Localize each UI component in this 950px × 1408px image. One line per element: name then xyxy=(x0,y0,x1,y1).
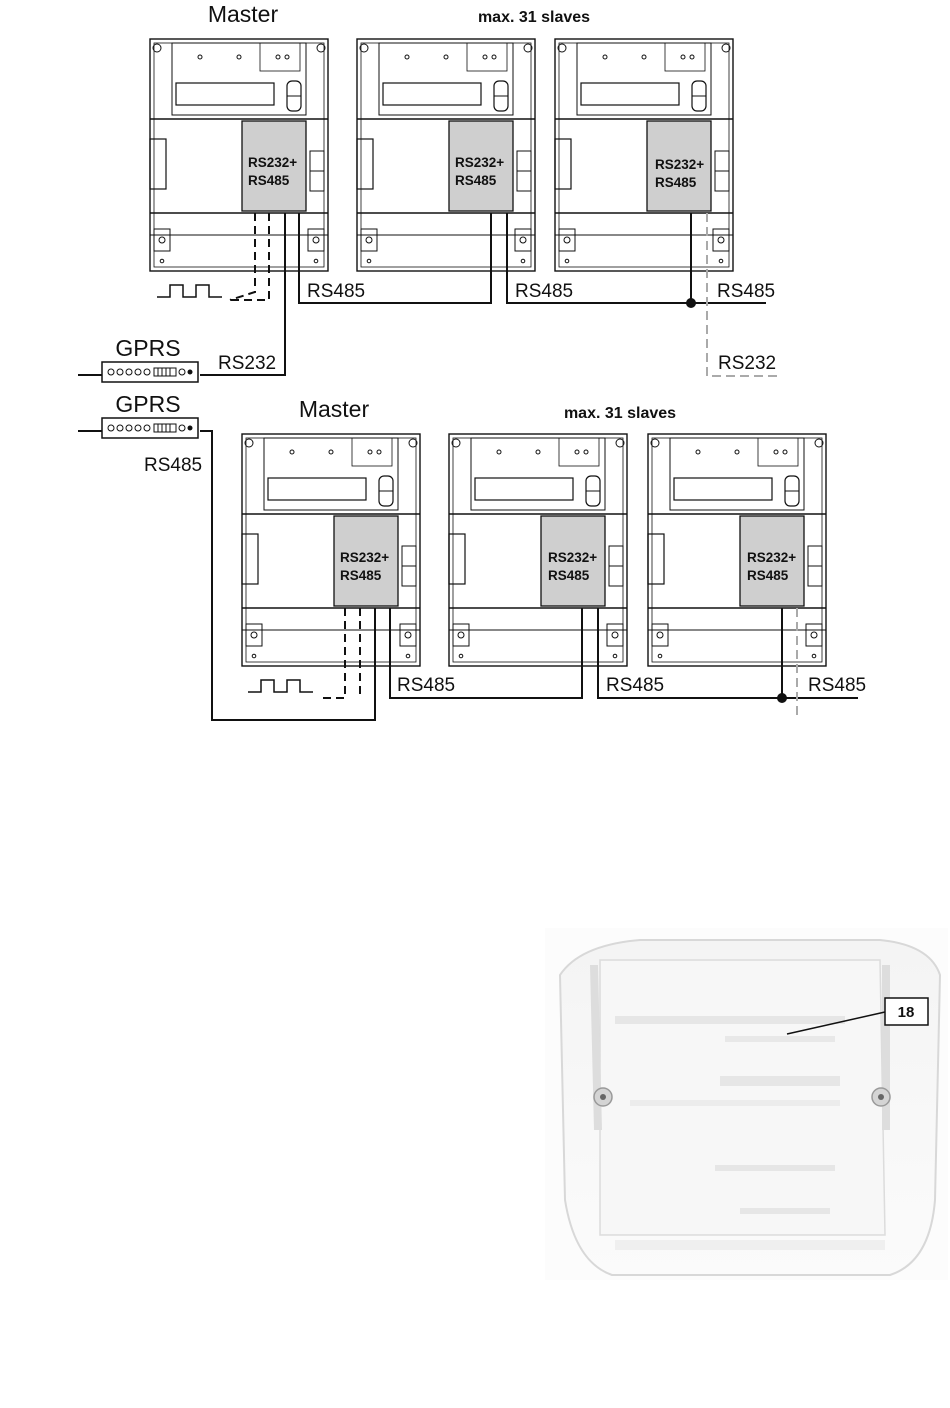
bottom-master-label: Master xyxy=(298,396,370,422)
bottom-slave-meter-2 xyxy=(648,434,826,666)
bottom-slave1-module-line1: RS232+ xyxy=(548,550,598,565)
bottom-gprs-link-label: RS485 xyxy=(144,455,203,476)
callout-18-label: 18 xyxy=(897,1004,915,1021)
top-slaves-label: max. 31 slaves xyxy=(477,9,591,26)
bottom-slave2-module-line2: RS485 xyxy=(747,568,789,583)
top-slave1-module-line1: RS232+ xyxy=(455,155,505,170)
bottom-master-meter xyxy=(242,434,420,666)
top-slave2-module-line1: RS232+ xyxy=(655,157,705,172)
terminal-cover-photo xyxy=(545,928,948,1280)
top-master-module-line1: RS232+ xyxy=(248,155,298,170)
bottom-bus-label-2: RS485 xyxy=(606,675,665,696)
bottom-master-module-line2: RS485 xyxy=(340,568,382,583)
bottom-gprs-modem xyxy=(102,418,198,438)
top-master-meter xyxy=(150,39,328,271)
bottom-gprs-label: GPRS xyxy=(115,391,181,417)
top-slave2-module-line2: RS485 xyxy=(655,175,697,190)
bottom-bus-label-1: RS485 xyxy=(397,675,456,696)
bottom-slave2-module-line1: RS232+ xyxy=(747,550,797,565)
top-diagram xyxy=(78,1,779,382)
top-master-label: Master xyxy=(207,1,279,27)
bottom-slave-meter-1 xyxy=(449,434,627,666)
top-bus-label-2: RS485 xyxy=(515,281,574,302)
bottom-diagram xyxy=(78,391,866,720)
top-slave-meter-2 xyxy=(555,39,733,271)
top-slave-rs232-label: RS232 xyxy=(718,353,777,374)
top-gprs-label: GPRS xyxy=(115,335,181,361)
bottom-master-module-line1: RS232+ xyxy=(340,550,390,565)
top-slave-meter-1 xyxy=(357,39,535,271)
top-gprs-link-label: RS232 xyxy=(218,353,277,374)
top-slave1-module-line2: RS485 xyxy=(455,173,497,188)
bottom-slaves-label: max. 31 slaves xyxy=(563,405,677,422)
bottom-slave1-module-line2: RS485 xyxy=(548,568,590,583)
top-bus-label-1: RS485 xyxy=(307,281,366,302)
top-gprs-modem xyxy=(102,362,198,382)
top-master-module-line2: RS485 xyxy=(248,173,290,188)
bottom-bus-label-3: RS485 xyxy=(808,675,867,696)
top-bus-label-3: RS485 xyxy=(717,281,776,302)
